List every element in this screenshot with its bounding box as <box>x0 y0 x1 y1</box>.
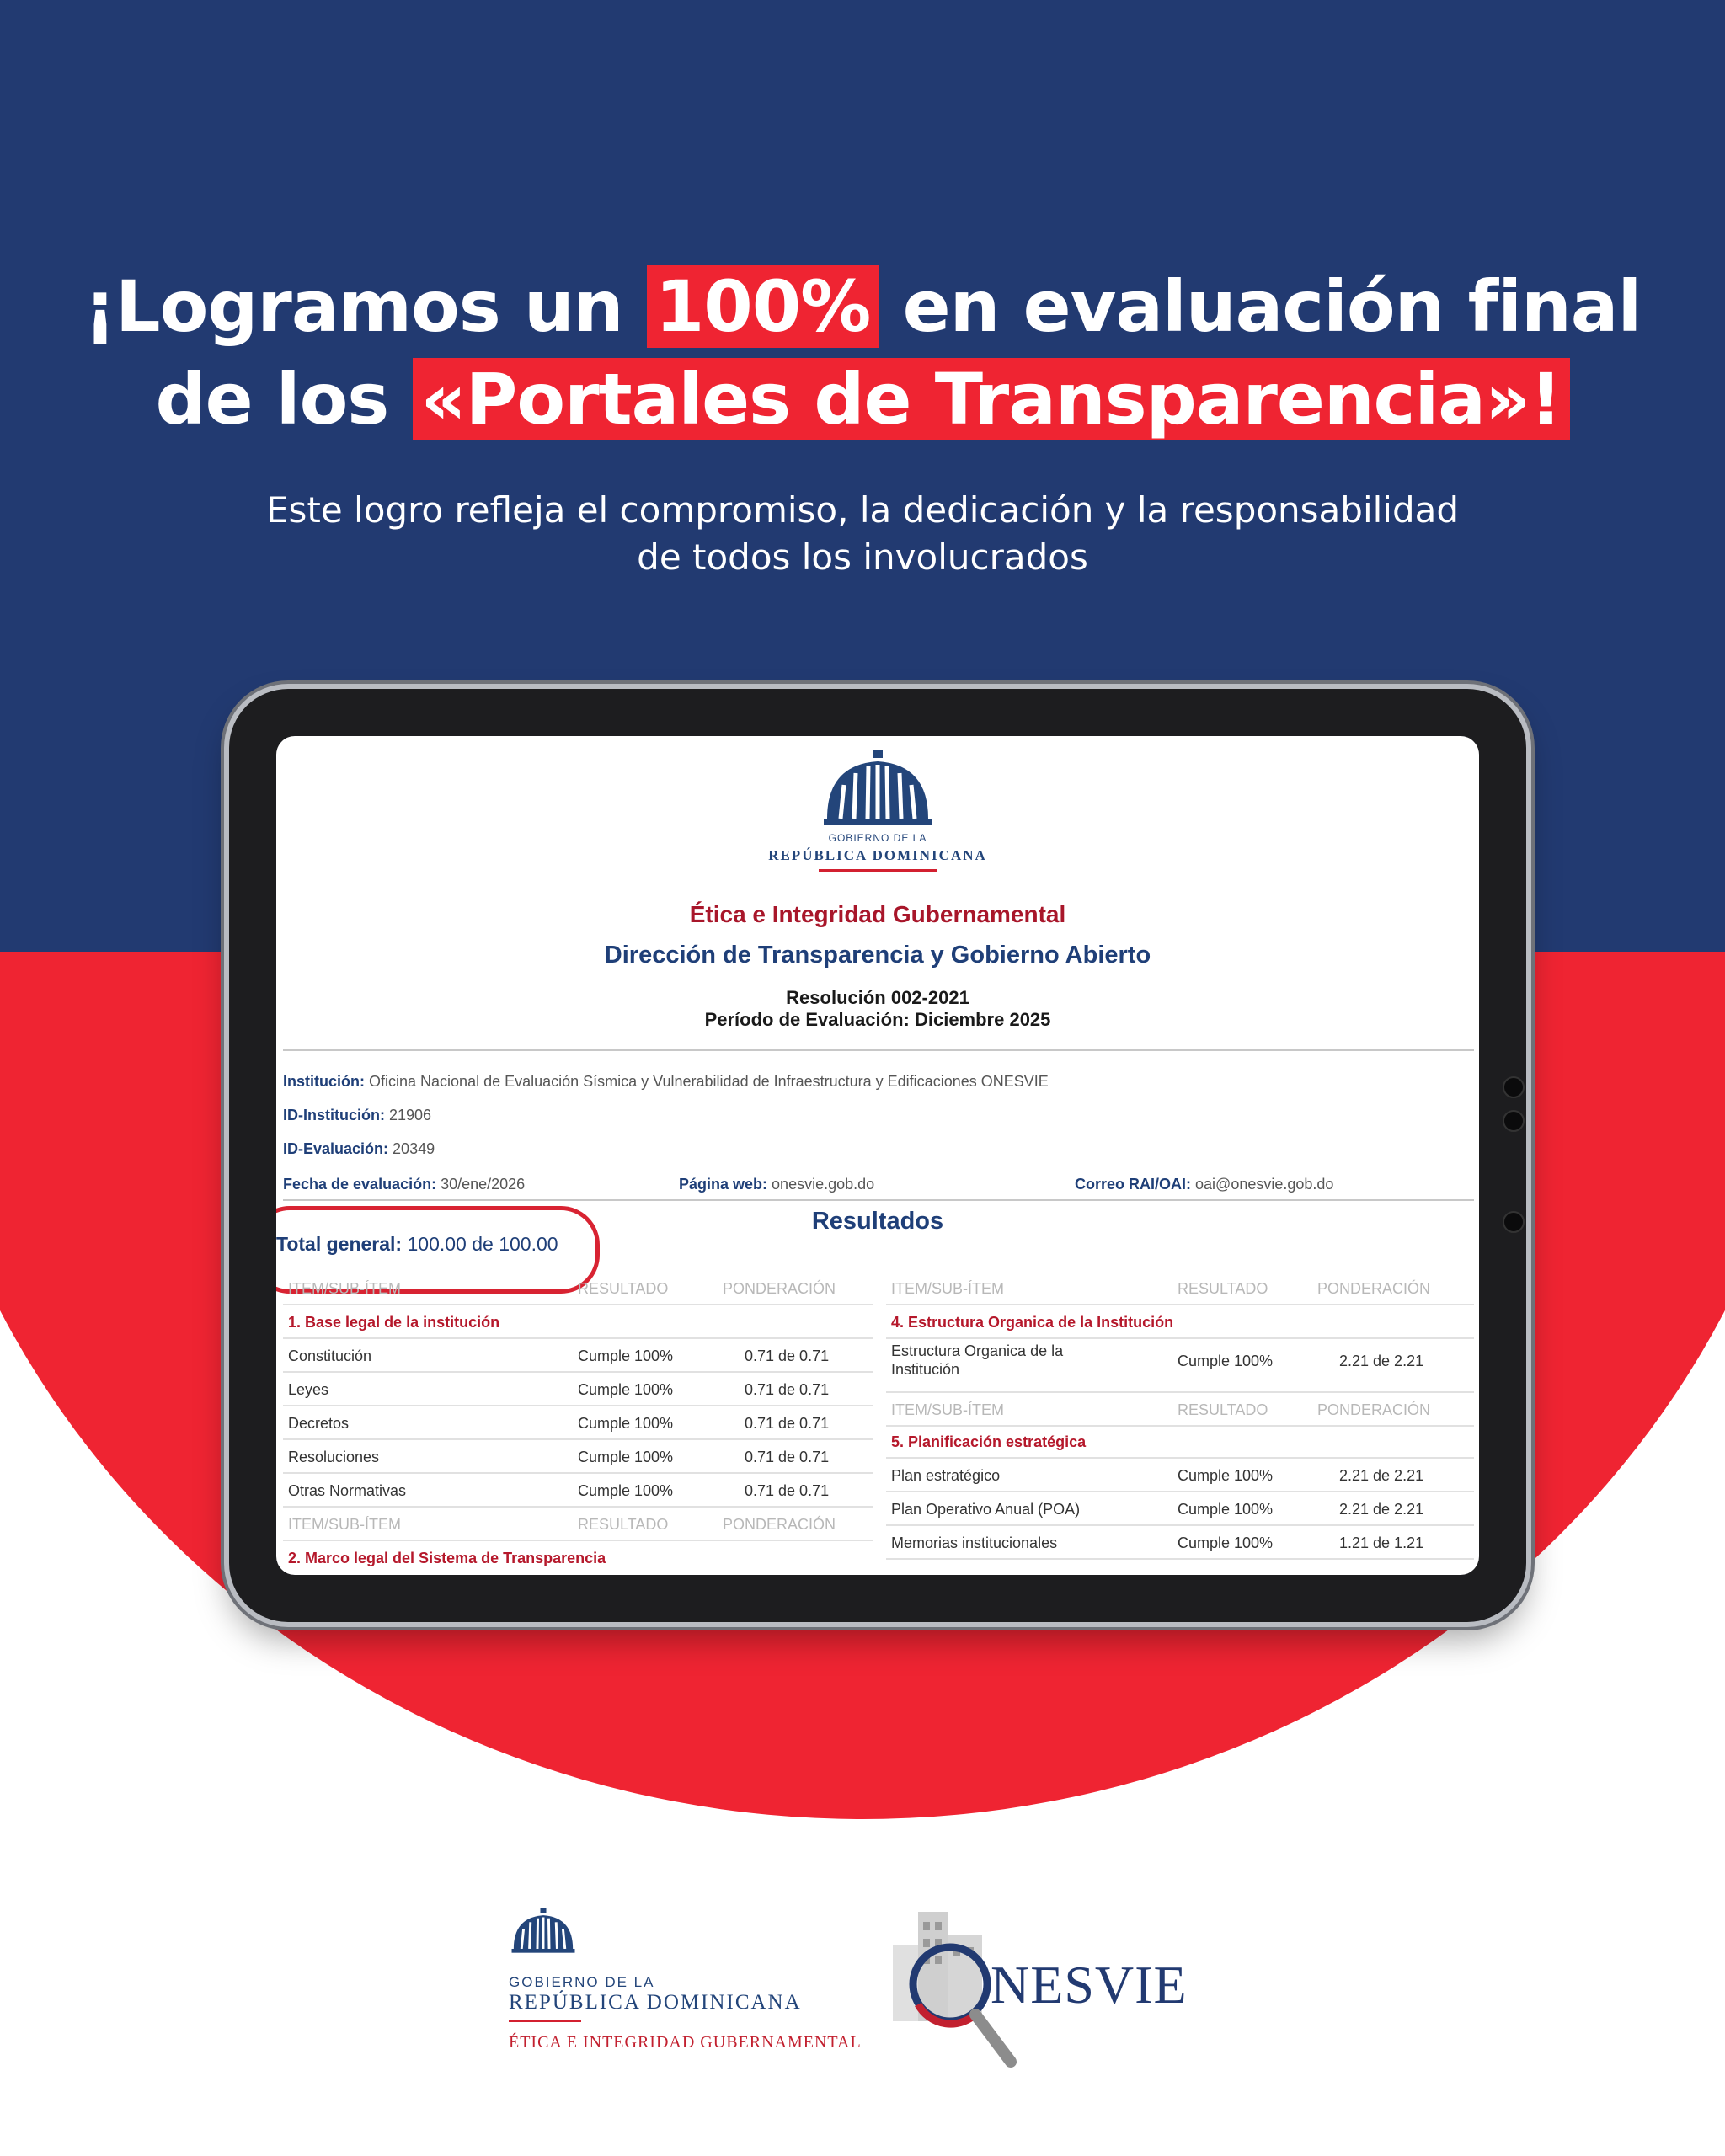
subtitle-line-2: de todos los involucrados <box>637 536 1088 578</box>
footer-gob-top: GOBIERNO DE LA <box>509 1974 655 1990</box>
table-section: 5. Planificación estratégica <box>886 1425 1474 1459</box>
doc-period: Período de Evaluación: Diciembre 2025 <box>704 1009 1051 1030</box>
footer-red-line <box>509 2020 581 2022</box>
tablet-device <box>229 689 1526 1622</box>
table-row: Plan estratégico Cumple 100% 2.21 de 2.21 <box>886 1459 1474 1492</box>
footer-gob-subtitle: ÉTICA E INTEGRIDAD GUBERNAMENTAL <box>509 2033 862 2052</box>
table-section: 2. Marco legal del Sistema de Transparencia <box>288 1550 606 1566</box>
evaluation-date-info: Fecha de evaluación: 30/ene/2026 <box>283 1176 526 1193</box>
subtitle-line-1: Este logro refleja el compromiso, la dedicación y la responsabilidad <box>265 489 1460 531</box>
table-header: ITEM/SUB-ÍTEM RESULTADO PONDERACIÓN <box>886 1393 1474 1427</box>
email-info: Correo RAI/OAI: oai@onesvie.gob.do <box>1075 1176 1334 1193</box>
table-row: Otras Normativas Cumple 100% 0.71 de 0.71 <box>283 1474 873 1508</box>
tablet-screen <box>276 736 1479 1575</box>
table-row: Memorias institucionales Cumple 100% 1.21 de 1.21 <box>886 1526 1474 1560</box>
doc-resolution: Resolución 002-2021 <box>786 987 969 1008</box>
headline-line-2: de los «Portales de Transparencia»! <box>0 352 1725 446</box>
tablet-camera <box>1503 1211 1525 1233</box>
table-section: 4. Estructura Organica de la Institución <box>886 1305 1474 1339</box>
table-header: ITEM/SUB-ÍTEM RESULTADO PONDERACIÓN <box>283 1272 873 1305</box>
doc-logo-bottom-text: REPÚBLICA DOMINICANA <box>768 847 987 863</box>
tablet-button <box>1503 1110 1525 1132</box>
divider <box>283 1049 1474 1051</box>
headline-highlight-portales: «Portales de Transparencia»! <box>413 358 1570 440</box>
footer-gob-bottom: REPÚBLICA DOMINICANA <box>509 1991 802 2014</box>
tablet-button <box>1503 1076 1525 1098</box>
evaluation-id-info: ID-Evaluación: 20349 <box>283 1140 435 1157</box>
divider <box>283 1199 1474 1201</box>
table-section: 1. Base legal de la institución <box>283 1305 873 1339</box>
table-row: Plan Operativo Anual (POA) Cumple 100% 2.21 de 2.21 <box>886 1492 1474 1526</box>
government-dome-logo <box>509 1905 578 1964</box>
results-title: Resultados <box>811 1208 944 1235</box>
onesvie-wordmark: NESVIE <box>991 1955 1188 2015</box>
table-row: Estructura Organica de la Institución Cumple 100% 2.21 de 2.21 <box>886 1339 1474 1393</box>
doc-title-etica: Ética e Integridad Gubernamental <box>689 901 1066 927</box>
institution-id-info: ID-Institución: 21906 <box>283 1107 432 1123</box>
table-row: Leyes Cumple 100% 0.71 de 0.71 <box>283 1373 873 1406</box>
government-dome-logo <box>819 748 937 841</box>
website-info: Página web: onesvie.gob.do <box>679 1176 875 1193</box>
doc-logo-divider <box>819 869 937 872</box>
institution-info: Institución: Oficina Nacional de Evaluación Sísmica y Vulnerabilidad de Infraestructura y Edificaciones ONESVIE <box>283 1073 1049 1090</box>
headline-line-1: ¡Logramos un 100% en evaluación final <box>83 265 1642 348</box>
doc-logo-top-text: GOBIERNO DE LA <box>828 832 927 844</box>
table-row: Constitución Cumple 100% 0.71 de 0.71 <box>283 1339 873 1373</box>
total-general: Total general: 100.00 de 100.00 <box>276 1233 558 1255</box>
table-header: ITEM/SUB-ÍTEM RESULTADO PONDERACIÓN <box>886 1272 1474 1305</box>
table-row: Decretos Cumple 100% 0.71 de 0.71 <box>283 1406 873 1440</box>
headline-highlight-100: 100% <box>647 265 879 348</box>
doc-title-direccion: Dirección de Transparencia y Gobierno Abierto <box>604 942 1151 969</box>
table-row: Resoluciones Cumple 100% 0.71 de 0.71 <box>283 1440 873 1474</box>
table-header: ITEM/SUB-ÍTEM RESULTADO PONDERACIÓN <box>283 1508 873 1541</box>
